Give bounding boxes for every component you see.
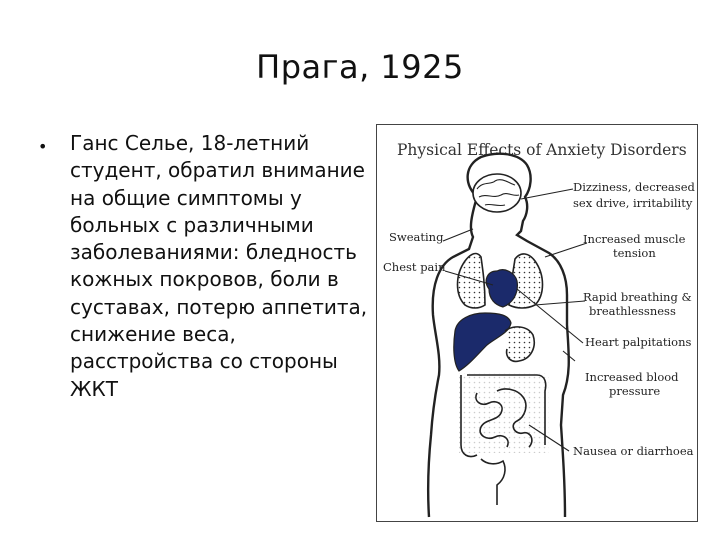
anxiety-effects-figure xyxy=(376,124,698,522)
stomach-icon xyxy=(505,327,534,361)
bullet-text: Ганс Селье, 18-летний студент, обратил внимание на общие симптомы у больных с различными заболеваниями: бледность кожных покровов, боли в суставах, потерю аппетита, снижение веса, расстройства со стороны ЖКТ xyxy=(70,131,368,401)
bullet-item xyxy=(38,130,383,403)
liver-icon xyxy=(454,313,511,371)
label-chest-pain: Chest pain xyxy=(383,260,446,274)
label-muscle-line2: tension xyxy=(613,246,656,260)
label-heart: Heart palpitations xyxy=(585,335,692,349)
label-breathing-line2: breathlessness xyxy=(589,304,676,318)
label-dizziness-line2: sex drive, irritability xyxy=(573,196,693,210)
label-muscle-line1: Increased muscle xyxy=(583,232,686,246)
label-dizziness-line1: Dizziness, decreased xyxy=(573,180,695,194)
label-nausea: Nausea or diarrhoea xyxy=(573,444,694,458)
figure-title: Physical Effects of Anxiety Disorders xyxy=(397,141,687,159)
bullet-marker: • xyxy=(38,137,48,156)
anxiety-diagram xyxy=(377,125,697,521)
label-bp-line1: Increased blood xyxy=(585,370,679,384)
label-sweating: Sweating xyxy=(389,230,444,244)
intestines-icon xyxy=(459,373,549,505)
brain-icon xyxy=(473,174,521,212)
label-breathing-line1: Rapid breathing & xyxy=(583,290,692,304)
left-lung xyxy=(458,254,486,308)
label-bp-line2: pressure xyxy=(609,384,661,398)
slide-title: Прага, 1925 xyxy=(256,48,464,86)
